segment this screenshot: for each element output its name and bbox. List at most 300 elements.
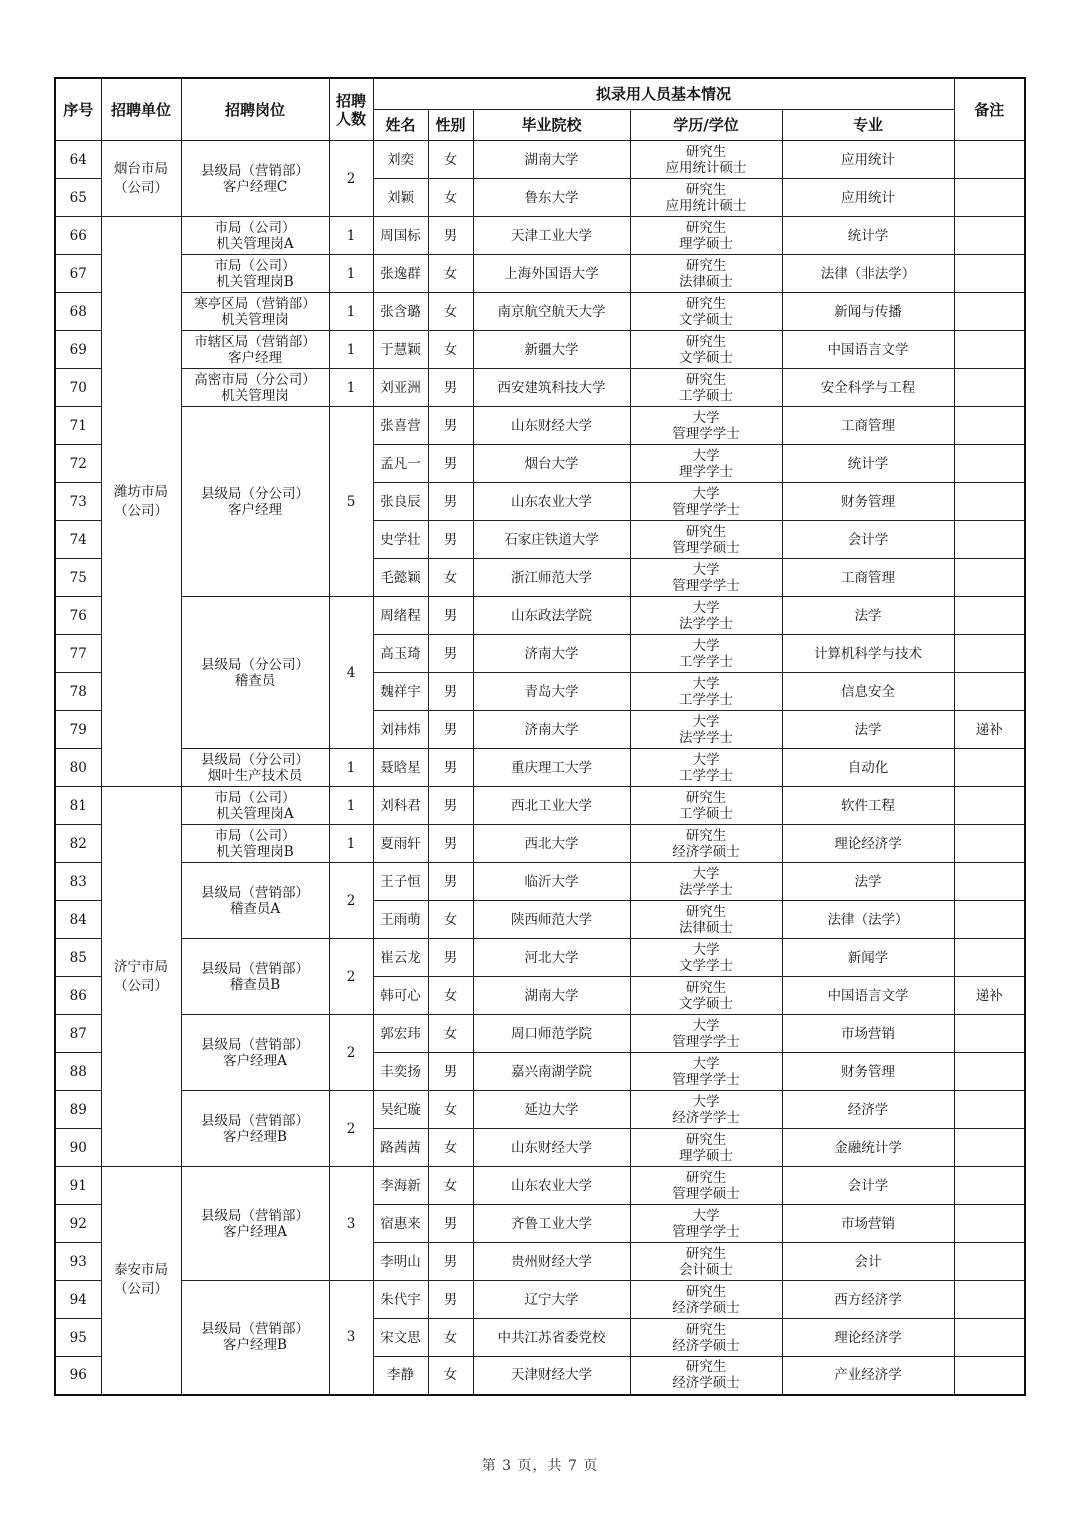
cell-seq: 72 [55, 445, 101, 483]
edu-line: 管理学硕士 [672, 1185, 740, 1202]
cell-name: 张含璐 [373, 293, 428, 331]
cell-seq: 69 [55, 331, 101, 369]
cell-count: 1 [329, 255, 373, 293]
cell-school: 新疆大学 [473, 331, 630, 369]
cell-post [181, 217, 329, 255]
post-name-line: 客户经理A [223, 1223, 287, 1240]
cell-name: 孟凡一 [373, 445, 428, 483]
cell-count: 1 [329, 217, 373, 255]
cell-school: 烟台大学 [473, 445, 630, 483]
cell-seq: 78 [55, 673, 101, 711]
cell-remark [954, 1205, 1025, 1243]
cell-school: 湖南大学 [473, 141, 630, 179]
cell-remark [954, 1015, 1025, 1053]
cell-school: 天津财经大学 [473, 1357, 630, 1395]
table-row [55, 939, 1025, 977]
cell-post [181, 1091, 329, 1167]
cell-major: 中国语言文学 [782, 977, 954, 1015]
cell-edu [630, 521, 782, 559]
cell-gender: 男 [428, 749, 473, 787]
cell-seq: 83 [55, 863, 101, 901]
cell-school: 贵州财经大学 [473, 1243, 630, 1281]
cell-gender: 男 [428, 787, 473, 825]
cell-name: 魏祥宇 [373, 673, 428, 711]
cell-name: 李静 [373, 1357, 428, 1395]
edu-line: 大学 [692, 447, 720, 464]
cell-name: 王雨萌 [373, 901, 428, 939]
edu-line: 大学 [692, 485, 720, 502]
post-name-line: 市局（公司） [214, 827, 296, 844]
cell-school: 青岛大学 [473, 673, 630, 711]
cell-name: 于慧颖 [373, 331, 428, 369]
cell-seq: 66 [55, 217, 101, 255]
cell-edu [630, 217, 782, 255]
edu-line: 研究生 [685, 827, 727, 844]
cell-major: 中国语言文学 [782, 331, 954, 369]
cell-post [181, 331, 329, 369]
cell-name: 李明山 [373, 1243, 428, 1281]
cell-edu [630, 1243, 782, 1281]
table-row [55, 217, 1025, 255]
cell-count: 1 [329, 825, 373, 863]
cell-remark [954, 483, 1025, 521]
cell-school: 济南大学 [473, 635, 630, 673]
edu-line: 大学 [692, 675, 720, 692]
cell-gender: 女 [428, 1091, 473, 1129]
table-row [55, 825, 1025, 863]
cell-seq: 82 [55, 825, 101, 863]
cell-count: 5 [329, 407, 373, 597]
cell-seq: 76 [55, 597, 101, 635]
cell-post [181, 749, 329, 787]
cell-major: 安全科学与工程 [782, 369, 954, 407]
cell-post [181, 369, 329, 407]
cell-remark [954, 825, 1025, 863]
cell-seq: 95 [55, 1319, 101, 1357]
cell-seq: 92 [55, 1205, 101, 1243]
cell-count: 3 [329, 1281, 373, 1395]
cell-edu [630, 825, 782, 863]
cell-seq: 94 [55, 1281, 101, 1319]
header-remark: 备注 [954, 78, 1025, 141]
cell-seq: 74 [55, 521, 101, 559]
cell-post [181, 293, 329, 331]
post-name-line: 稽查员A [229, 900, 281, 917]
cell-school: 湖南大学 [473, 977, 630, 1015]
cell-school: 济南大学 [473, 711, 630, 749]
cell-gender: 男 [428, 1243, 473, 1281]
edu-line: 经济学硕士 [672, 1337, 740, 1354]
cell-school: 周口师范学院 [473, 1015, 630, 1053]
cell-major: 经济学 [782, 1091, 954, 1129]
cell-school: 山东政法学院 [473, 597, 630, 635]
cell-school: 上海外国语大学 [473, 255, 630, 293]
table-row [55, 1091, 1025, 1129]
edu-line: 研究生 [685, 333, 727, 350]
post-name-line: 机关管理岗A [216, 805, 294, 822]
edu-line: 研究生 [685, 143, 727, 160]
cell-remark [954, 1167, 1025, 1205]
cell-count: 1 [329, 293, 373, 331]
post-name-line: 机关管理岗B [216, 273, 294, 290]
post-name-line: 县级局（分公司） [201, 485, 309, 502]
cell-gender: 男 [428, 369, 473, 407]
edu-line: 大学 [692, 561, 720, 578]
cell-unit [101, 787, 181, 1167]
table-row [55, 1281, 1025, 1319]
cell-edu [630, 673, 782, 711]
cell-edu [630, 445, 782, 483]
table-row [55, 863, 1025, 901]
cell-major: 工商管理 [782, 407, 954, 445]
cell-major: 财务管理 [782, 1053, 954, 1091]
post-name-line: 县级局（营销部） [201, 1207, 309, 1224]
edu-line: 大学 [692, 941, 720, 958]
edu-line: 法学学士 [679, 729, 733, 746]
cell-major: 会计学 [782, 521, 954, 559]
cell-edu [630, 863, 782, 901]
cell-remark: 递补 [954, 711, 1025, 749]
table-body [55, 141, 1025, 1395]
cell-gender: 男 [428, 217, 473, 255]
cell-edu [630, 1281, 782, 1319]
table-row [55, 255, 1025, 293]
table-row [55, 293, 1025, 331]
cell-post [181, 1281, 329, 1395]
cell-gender: 女 [428, 331, 473, 369]
cell-post [181, 863, 329, 939]
cell-edu [630, 939, 782, 977]
cell-remark [954, 255, 1025, 293]
post-name-line: 客户经理B [223, 1337, 287, 1354]
header-edu: 学历/学位 [630, 110, 782, 141]
post-name-line: 客户经理A [223, 1052, 287, 1069]
cell-school: 山东农业大学 [473, 1167, 630, 1205]
cell-school: 山东财经大学 [473, 407, 630, 445]
cell-name: 宿惠来 [373, 1205, 428, 1243]
cell-school: 浙江师范大学 [473, 559, 630, 597]
cell-gender: 男 [428, 445, 473, 483]
cell-seq: 73 [55, 483, 101, 521]
cell-gender: 男 [428, 635, 473, 673]
cell-edu [630, 1167, 782, 1205]
post-name-line: 机关管理岗B [216, 843, 294, 860]
cell-edu [630, 255, 782, 293]
edu-line: 法律硕士 [679, 919, 733, 936]
post-name-line: 县级局（营销部） [201, 960, 309, 977]
cell-remark [954, 217, 1025, 255]
edu-line: 管理学学士 [672, 577, 740, 594]
cell-seq: 89 [55, 1091, 101, 1129]
cell-edu [630, 597, 782, 635]
cell-count: 1 [329, 749, 373, 787]
header-post: 招聘岗位 [181, 78, 329, 141]
cell-school: 辽宁大学 [473, 1281, 630, 1319]
cell-remark [954, 179, 1025, 217]
edu-line: 研究生 [685, 523, 727, 540]
edu-line: 文学学士 [679, 957, 733, 974]
cell-seq: 84 [55, 901, 101, 939]
edu-line: 大学 [692, 599, 720, 616]
cell-name: 张喜营 [373, 407, 428, 445]
table-row [55, 407, 1025, 445]
header-count: 招聘人数 [329, 78, 373, 141]
post-name-line: 县级局（营销部） [201, 162, 309, 179]
cell-edu [630, 1091, 782, 1129]
unit-name: 潍坊市局（公司） [114, 483, 168, 519]
edu-line: 管理学学士 [672, 1071, 740, 1088]
cell-count: 2 [329, 141, 373, 217]
table-row [55, 597, 1025, 635]
cell-remark [954, 863, 1025, 901]
cell-major: 西方经济学 [782, 1281, 954, 1319]
cell-remark [954, 901, 1025, 939]
cell-seq: 70 [55, 369, 101, 407]
cell-school: 中共江苏省委党校 [473, 1319, 630, 1357]
cell-seq: 85 [55, 939, 101, 977]
cell-seq: 88 [55, 1053, 101, 1091]
cell-name: 李海新 [373, 1167, 428, 1205]
cell-edu [630, 787, 782, 825]
cell-gender: 女 [428, 1319, 473, 1357]
cell-unit [101, 1167, 181, 1395]
cell-name: 刘亚洲 [373, 369, 428, 407]
cell-school: 西北大学 [473, 825, 630, 863]
cell-name: 崔云龙 [373, 939, 428, 977]
cell-name: 刘科君 [373, 787, 428, 825]
edu-line: 文学硕士 [679, 311, 733, 328]
post-name-line: 客户经理C [222, 178, 288, 195]
cell-school: 陕西师范大学 [473, 901, 630, 939]
cell-count: 3 [329, 1167, 373, 1281]
cell-edu [630, 1015, 782, 1053]
cell-post [181, 255, 329, 293]
cell-school: 石家庄铁道大学 [473, 521, 630, 559]
post-name-line: 县级局（营销部） [201, 1321, 309, 1338]
cell-school: 嘉兴南湖学院 [473, 1053, 630, 1091]
post-name-line: 市局（公司） [214, 219, 296, 236]
cell-gender: 女 [428, 1357, 473, 1395]
cell-name: 聂晗星 [373, 749, 428, 787]
cell-remark [954, 1053, 1025, 1091]
cell-school: 延边大学 [473, 1091, 630, 1129]
cell-name: 吴纪璇 [373, 1091, 428, 1129]
edu-line: 研究生 [685, 181, 727, 198]
cell-seq: 79 [55, 711, 101, 749]
cell-major: 财务管理 [782, 483, 954, 521]
cell-edu [630, 1319, 782, 1357]
cell-edu [630, 711, 782, 749]
cell-major: 法学 [782, 863, 954, 901]
cell-seq: 91 [55, 1167, 101, 1205]
cell-edu [630, 407, 782, 445]
cell-remark [954, 521, 1025, 559]
edu-line: 法律硕士 [679, 273, 733, 290]
cell-post [181, 597, 329, 749]
cell-count: 1 [329, 331, 373, 369]
cell-count: 2 [329, 1015, 373, 1091]
cell-remark [954, 445, 1025, 483]
edu-line: 研究生 [685, 1169, 727, 1186]
header-gender: 性别 [428, 110, 473, 141]
edu-line: 研究生 [685, 1245, 727, 1262]
edu-line: 经济学硕士 [672, 843, 740, 860]
cell-gender: 男 [428, 939, 473, 977]
cell-gender: 女 [428, 293, 473, 331]
cell-edu [630, 369, 782, 407]
edu-line: 工学学士 [679, 767, 733, 784]
cell-name: 王子恒 [373, 863, 428, 901]
cell-major: 信息安全 [782, 673, 954, 711]
table-row [55, 331, 1025, 369]
cell-gender: 女 [428, 901, 473, 939]
cell-seq: 87 [55, 1015, 101, 1053]
cell-major: 应用统计 [782, 141, 954, 179]
edu-line: 研究生 [685, 979, 727, 996]
cell-name: 宋文思 [373, 1319, 428, 1357]
cell-gender: 女 [428, 255, 473, 293]
header-seq: 序号 [55, 78, 101, 141]
cell-name: 周绪程 [373, 597, 428, 635]
edu-line: 理学硕士 [679, 1147, 733, 1164]
post-name-line: 县级局（分公司） [201, 656, 309, 673]
unit-name: 烟台市局（公司） [114, 160, 168, 196]
edu-line: 研究生 [685, 371, 727, 388]
cell-gender: 男 [428, 711, 473, 749]
table-row [55, 1167, 1025, 1205]
post-name-line: 寒亭区局（营销部） [194, 295, 316, 312]
edu-line: 应用统计硕士 [665, 197, 747, 214]
cell-major: 市场营销 [782, 1205, 954, 1243]
cell-major: 理论经济学 [782, 825, 954, 863]
post-name-line: 市局（公司） [214, 789, 296, 806]
cell-school: 河北大学 [473, 939, 630, 977]
edu-line: 研究生 [685, 1283, 727, 1300]
cell-edu [630, 1357, 782, 1395]
cell-remark [954, 1357, 1025, 1395]
cell-count: 1 [329, 787, 373, 825]
cell-gender: 女 [428, 1167, 473, 1205]
edu-line: 应用统计硕士 [665, 159, 747, 176]
cell-edu [630, 483, 782, 521]
cell-post [181, 1167, 329, 1281]
cell-name: 张良辰 [373, 483, 428, 521]
cell-major: 理论经济学 [782, 1319, 954, 1357]
cell-school: 天津工业大学 [473, 217, 630, 255]
table-row [55, 1015, 1025, 1053]
edu-line: 大学 [692, 409, 720, 426]
cell-major: 应用统计 [782, 179, 954, 217]
header-name: 姓名 [373, 110, 428, 141]
cell-major: 自动化 [782, 749, 954, 787]
post-name-line: 机关管理岗A [216, 235, 294, 252]
cell-post [181, 825, 329, 863]
cell-gender: 女 [428, 977, 473, 1015]
cell-remark [954, 1281, 1025, 1319]
edu-line: 大学 [692, 865, 720, 882]
cell-name: 史学壮 [373, 521, 428, 559]
cell-school: 齐鲁工业大学 [473, 1205, 630, 1243]
post-name-line: 客户经理 [228, 501, 282, 518]
cell-remark [954, 939, 1025, 977]
post-name-line: 县级局（营销部） [201, 1112, 309, 1129]
cell-seq: 90 [55, 1129, 101, 1167]
header-major: 专业 [782, 110, 954, 141]
cell-edu [630, 331, 782, 369]
cell-remark [954, 787, 1025, 825]
cell-seq: 75 [55, 559, 101, 597]
header-unit: 招聘单位 [101, 78, 181, 141]
cell-major: 会计 [782, 1243, 954, 1281]
edu-line: 工学学士 [679, 653, 733, 670]
cell-post [181, 1015, 329, 1091]
edu-line: 大学 [692, 1055, 720, 1072]
edu-line: 法学学士 [679, 881, 733, 898]
cell-remark [954, 369, 1025, 407]
cell-count: 2 [329, 939, 373, 1015]
cell-gender: 女 [428, 559, 473, 597]
cell-seq: 96 [55, 1357, 101, 1395]
cell-major: 统计学 [782, 445, 954, 483]
cell-seq: 71 [55, 407, 101, 445]
cell-post [181, 141, 329, 217]
cell-school: 西北工业大学 [473, 787, 630, 825]
post-name-line: 市辖区局（营销部） [194, 333, 316, 350]
cell-major: 产业经济学 [782, 1357, 954, 1395]
cell-remark: 递补 [954, 977, 1025, 1015]
cell-remark [954, 407, 1025, 445]
cell-seq: 65 [55, 179, 101, 217]
cell-remark [954, 1243, 1025, 1281]
cell-gender: 女 [428, 141, 473, 179]
edu-line: 研究生 [685, 789, 727, 806]
cell-remark [954, 1129, 1025, 1167]
cell-name: 高玉琦 [373, 635, 428, 673]
edu-line: 工学硕士 [679, 805, 733, 822]
edu-line: 管理学学士 [672, 501, 740, 518]
cell-remark [954, 1091, 1025, 1129]
post-name-line: 客户经理B [223, 1128, 287, 1145]
post-name-line: 县级局（分公司） [201, 751, 309, 768]
cell-post [181, 939, 329, 1015]
cell-school: 鲁东大学 [473, 179, 630, 217]
post-name-line: 县级局（营销部） [201, 1036, 309, 1053]
edu-line: 研究生 [685, 257, 727, 274]
cell-gender: 男 [428, 1205, 473, 1243]
cell-major: 法学 [782, 597, 954, 635]
edu-line: 大学 [692, 1207, 720, 1224]
cell-gender: 女 [428, 179, 473, 217]
cell-name: 刘颖 [373, 179, 428, 217]
cell-name: 丰奕扬 [373, 1053, 428, 1091]
edu-line: 文学硕士 [679, 995, 733, 1012]
cell-seq: 77 [55, 635, 101, 673]
cell-remark [954, 1319, 1025, 1357]
cell-unit [101, 141, 181, 217]
edu-line: 管理学学士 [672, 1223, 740, 1240]
cell-name: 刘祎炜 [373, 711, 428, 749]
cell-remark [954, 673, 1025, 711]
cell-school: 重庆理工大学 [473, 749, 630, 787]
cell-edu [630, 901, 782, 939]
cell-major: 统计学 [782, 217, 954, 255]
cell-gender: 女 [428, 1015, 473, 1053]
cell-gender: 男 [428, 483, 473, 521]
unit-name: 济宁市局（公司） [114, 958, 168, 994]
cell-gender: 男 [428, 673, 473, 711]
cell-major: 市场营销 [782, 1015, 954, 1053]
edu-line: 研究生 [685, 1321, 727, 1338]
